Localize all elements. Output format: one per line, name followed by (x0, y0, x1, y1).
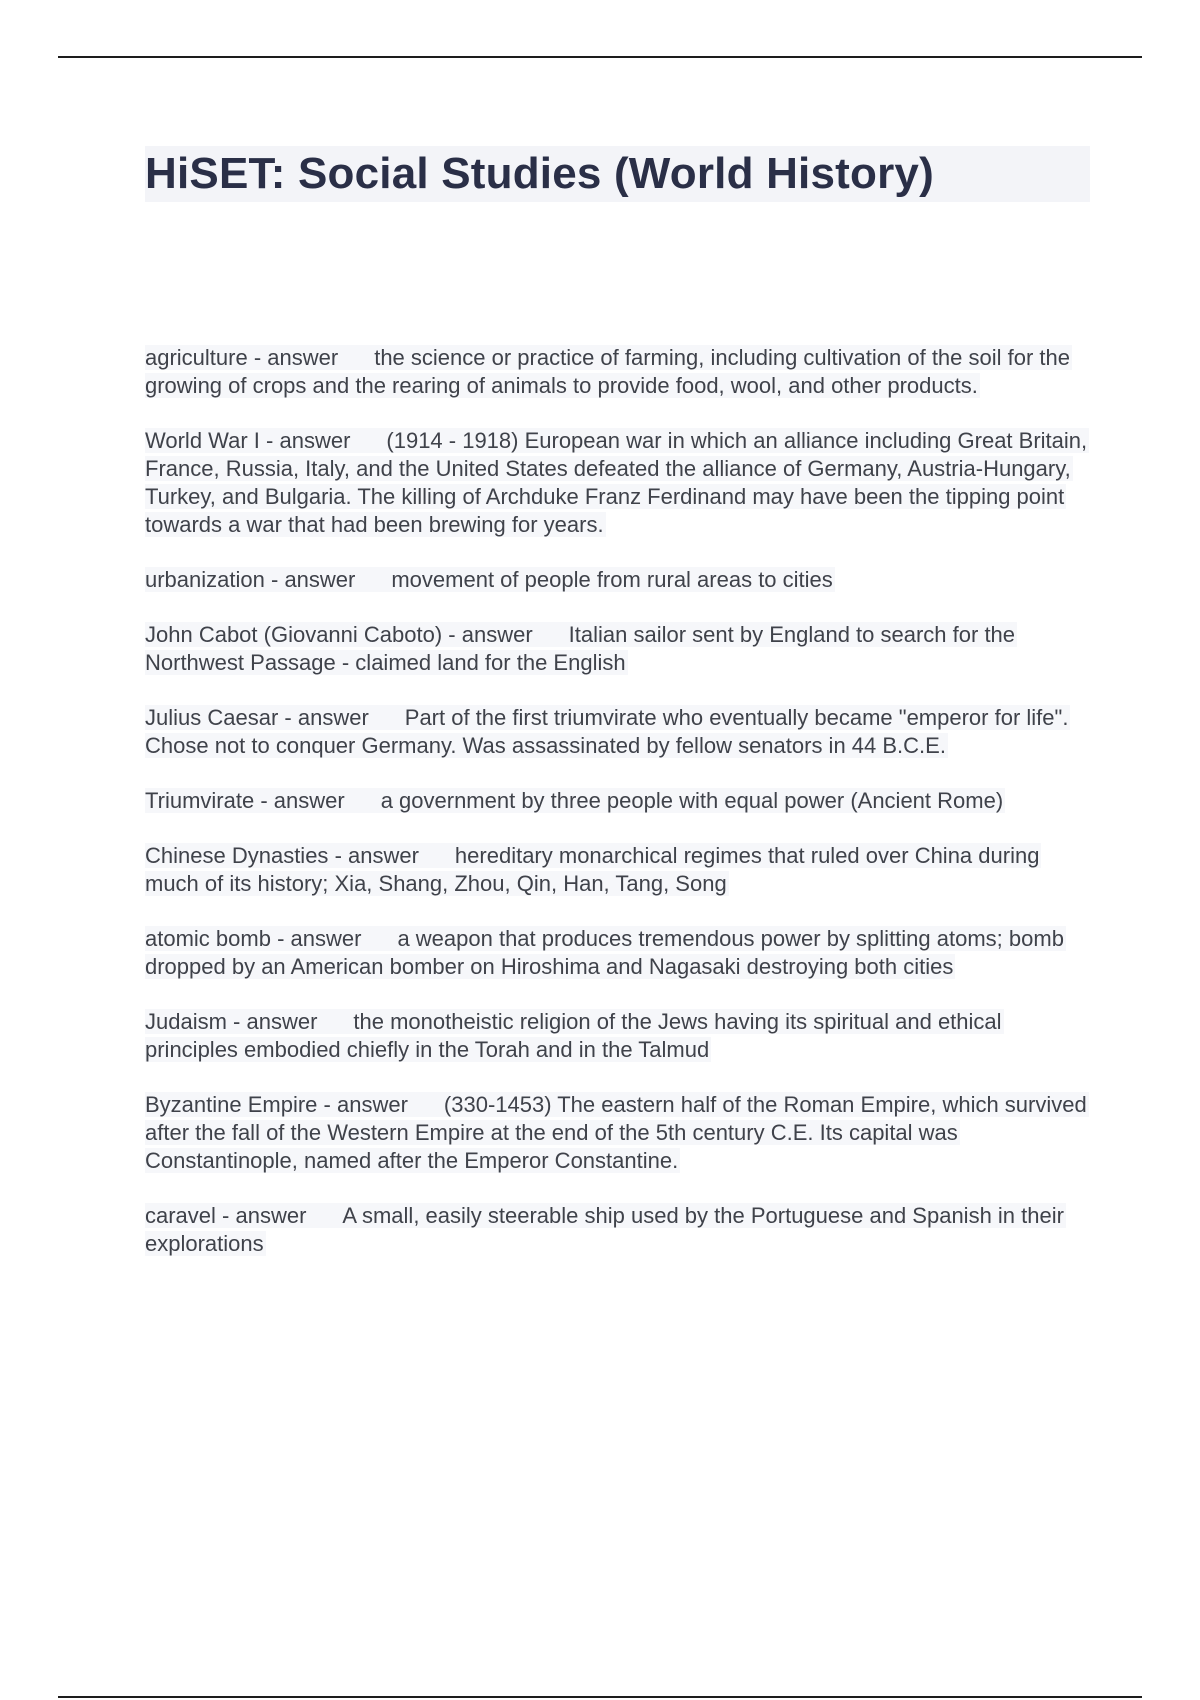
entry-separator: - answer (266, 428, 351, 453)
bottom-rule (58, 1696, 1142, 1698)
document-body (145, 146, 1090, 1285)
entry-definition: a weapon that produces tremendous power by splitting atoms; bomb dropped by an American bomber on Hiroshima and Nagasaki destroying both cities (145, 926, 1064, 979)
entry-definition: (330-1453) The eastern half of the Roman Empire, which survived after the fall of the Western Empire at the end of the 5th century C.E. Its capital was Constantinople, named after the Emperor Constantine. (145, 1092, 1087, 1173)
entry-separator: - answer (233, 1009, 318, 1034)
entry-term: Triumvirate (145, 788, 255, 813)
flashcard-entry (145, 842, 1090, 898)
flashcard-list (145, 344, 1090, 1258)
entry-separator: - answer (260, 788, 345, 813)
entry-term: agriculture (145, 345, 248, 370)
flashcard-entry (145, 787, 1090, 815)
entry-separator: - answer (271, 567, 356, 592)
entry-term: caravel (145, 1203, 216, 1228)
entry-separator: - answer (323, 1092, 408, 1117)
entry-term: urbanization (145, 567, 265, 592)
entry-separator: - answer (222, 1203, 307, 1228)
entry-definition: Italian sailor sent by England to search for the Northwest Passage - claimed land for the English (145, 622, 1016, 675)
entry-term: Judaism (145, 1009, 227, 1034)
entry-definition: the science or practice of farming, including cultivation of the soil for the growing of crops and the rearing of animals to provide food, wool, and other products. (145, 345, 1071, 398)
entry-definition: (1914 - 1918) European war in which an alliance including Great Britain, France, Russia, Italy, and the United States defeated the alliance of Germany, Austria-Hungary, Turkey, and Bulgaria. The killing of Archduke Franz Ferdinand may have been the tipping point towards a war that had been brewing for years. (145, 428, 1088, 537)
entry-term: atomic bomb (145, 926, 271, 951)
entry-separator: - answer (334, 843, 419, 868)
page-title: HiSET: Social Studies (World History) (145, 146, 1090, 202)
flashcard-entry (145, 704, 1090, 760)
entry-separator: - answer (448, 622, 533, 647)
entry-definition: hereditary monarchical regimes that ruled over China during much of its history; Xia, Shang, Zhou, Qin, Han, Tang, Song (145, 843, 1040, 896)
flashcard-entry (145, 1202, 1090, 1258)
flashcard-entry (145, 427, 1090, 539)
flashcard-entry (145, 566, 1090, 594)
entry-definition: a government by three people with equal power (Ancient Rome) (380, 788, 1004, 813)
entry-definition: Part of the first triumvirate who eventually became "emperor for life". Chose not to conquer Germany. Was assassinated by fellow senators in 44 B.C.E. (145, 705, 1069, 758)
flashcard-entry (145, 1008, 1090, 1064)
entry-definition: the monotheistic religion of the Jews having its spiritual and ethical principles embodied chiefly in the Torah and in the Talmud (145, 1009, 1002, 1062)
entry-term: Julius Caesar (145, 705, 279, 730)
flashcard-entry (145, 621, 1090, 677)
flashcard-entry (145, 344, 1090, 400)
entry-definition: movement of people from rural areas to cities (391, 567, 833, 592)
entry-term: John Cabot (Giovanni Caboto) (145, 622, 443, 647)
entry-term: Chinese Dynasties (145, 843, 329, 868)
entry-definition: A small, easily steerable ship used by the Portuguese and Spanish in their explorations (145, 1203, 1064, 1256)
flashcard-entry (145, 925, 1090, 981)
entry-term: Byzantine Empire (145, 1092, 318, 1117)
entry-separator: - answer (284, 705, 369, 730)
top-rule (58, 56, 1142, 58)
entry-separator: - answer (277, 926, 362, 951)
entry-term: World War I (145, 428, 260, 453)
flashcard-entry (145, 1091, 1090, 1175)
entry-separator: - answer (253, 345, 339, 370)
